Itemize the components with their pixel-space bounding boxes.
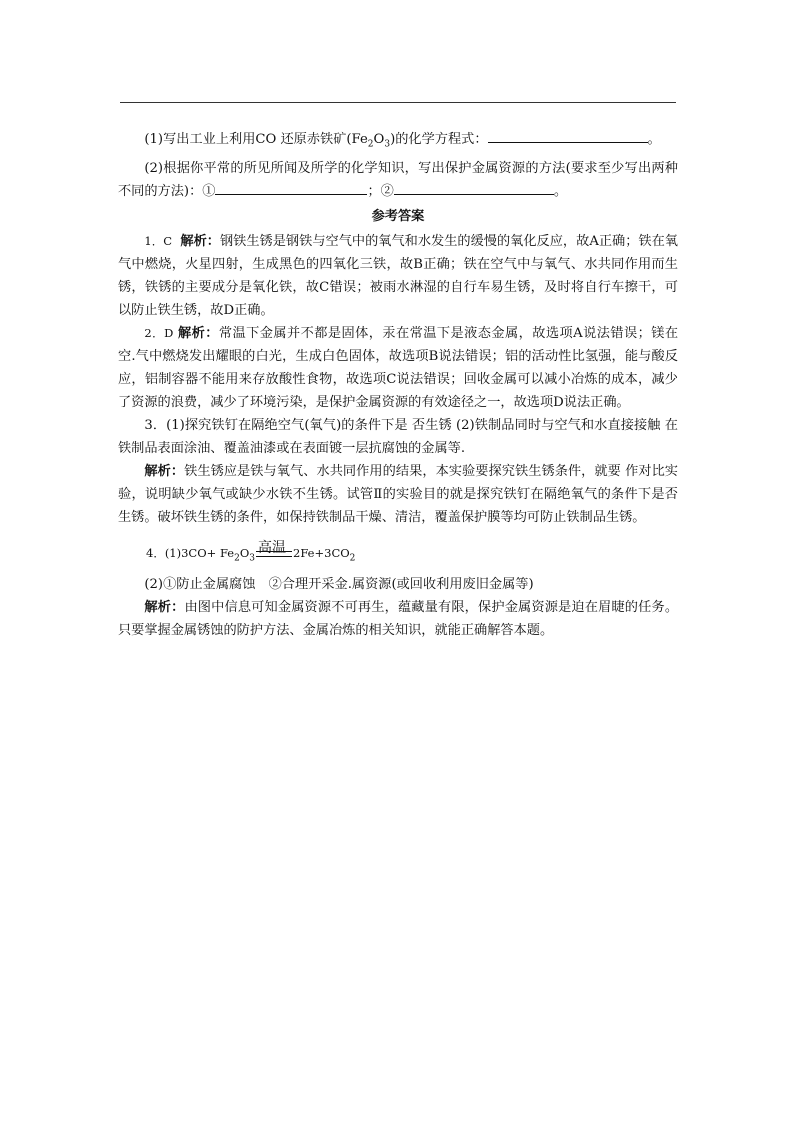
header-rule — [120, 102, 676, 103]
q1-text-a: (1)写出工业上利用CO 还原赤铁矿(Fe — [144, 132, 368, 147]
answer-1 — [118, 230, 678, 322]
q1-text-b: O — [373, 132, 385, 147]
eq-sub-3: 2 — [349, 553, 356, 564]
answer-2-label: 解析： — [177, 325, 219, 341]
answer-1-text: 钢铁生锈是钢铁与空气中的氧气和水发生的缓慢的氧化反应，故A正确；铁在氧气中燃烧，火星四射，生成黑色的四氧化三铁，故B正确；铁在空气中与氧气、水共同作用而生锈，铁锈的主要成分是氧化铁，故C错误；被雨水淋湿的自行车易生锈，及时将自行车擦干，可以防止铁生锈，故D正确。 — [118, 233, 678, 318]
q1-sub-2: 3 — [384, 139, 391, 150]
question-part-1 — [118, 128, 678, 157]
answer-4-explanation — [118, 596, 678, 642]
answer-4-equation — [118, 537, 678, 573]
equals-sign — [256, 551, 292, 557]
answer-2-number: 2．D — [144, 325, 174, 340]
q2-text-a: (2)根据你平常的所见所闻及所学的化学知识，写出保护金属资源的方法(要求至少写出两种不同的方法)：① — [118, 160, 678, 199]
q1-sub-1: 2 — [367, 139, 374, 150]
eq-sub-2: 3 — [249, 553, 256, 564]
question-part-2 — [118, 157, 678, 203]
answer-1-number: 1．C — [144, 233, 173, 248]
eq-sub-1: 2 — [234, 553, 240, 564]
q1-text-c: )的化学方程式： — [390, 132, 488, 147]
q2-text-b: ；② — [367, 183, 394, 199]
answer-1-label: 解析： — [180, 233, 220, 249]
answer-3-explanation — [118, 460, 678, 529]
eq-right: 2Fe+3CO — [293, 546, 350, 561]
equation-text — [146, 542, 355, 570]
answers-title: 参考答案 — [371, 208, 425, 224]
q1-tail: 。 — [647, 132, 661, 147]
answer-4-part-2: (2)①防止金属腐蚀 ②合理开采金.属资源(或回收利用废旧金属等) — [144, 576, 534, 592]
answer-3-expl-text: 铁生锈应是铁与氧气、水共同作用的结果，本实验要探究铁生锈条件，就要 作对比实验，说明缺少氧气或缺少水铁不生锈。试管Ⅱ的实验目的就是探究铁钉在隔绝氧气的条件下是否生锈。破坏铁生锈的条件，如保持铁制品干燥、清洁，覆盖保护膜等均可防止铁制品生锈。 — [118, 463, 678, 525]
answer-4-label: 解析： — [144, 599, 185, 615]
reaction-condition: 高温 — [258, 539, 286, 556]
answer-blank-2 — [215, 180, 367, 195]
document-content — [118, 128, 678, 642]
answer-4-expl-text: 由图中信息可知金属资源不可再生，蕴藏量有限，保护金属资源是迫在眉睫的任务。只要掌握金属锈蚀的防护方法、金属冶炼的相关知识，就能正确解答本题。 — [118, 599, 679, 638]
answer-3: 3．(1)探究铁钉在隔绝空气(氧气)的条件下是 否生锈 (2)铁制品同时与空气和水直接接触 在铁制品表面涂油、覆盖油漆或在表面镀一层抗腐蚀的金属等. — [118, 417, 678, 456]
answer-blank-1 — [488, 128, 648, 143]
answer-2-text: 常温下金属并不都是固体，汞在常温下是液态金属，故选项A说法错误；镁在空.气中燃烧发出耀眼的白光，生成白色固体，故选项B说法错误；铝的活动性比氢强，能与酸反应，铝制容器不能用来存放酸性食物，故选项C说法错误；回收金属可以减小冶炼的成本，减少了资源的浪费，减少了环境污染，是保护金属资源的有效途径之一，故选项D说法正确。 — [118, 325, 679, 410]
eq-oxygen: O — [239, 546, 250, 561]
eq-left: 4．(1)3CO+ Fe — [146, 546, 235, 561]
answer-blank-3 — [394, 180, 554, 195]
answer-3-label: 解析： — [144, 463, 185, 479]
q2-text-c: 。 — [553, 183, 568, 199]
answer-2 — [118, 322, 678, 414]
